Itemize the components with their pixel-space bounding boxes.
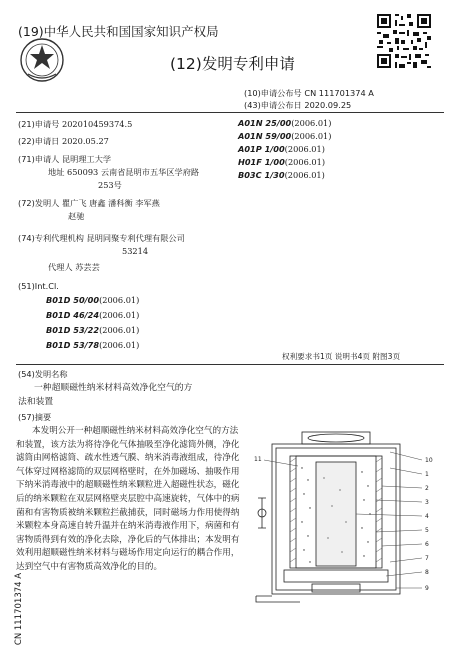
figure-label-10: 10 — [425, 457, 433, 464]
figure-label-5: 5 — [425, 527, 429, 534]
ipc-left-2: B01D 46/24(2006.01) — [46, 310, 140, 320]
figure-label-4: 4 — [425, 513, 429, 520]
header-rule — [16, 112, 444, 113]
figure-label-9: 9 — [425, 585, 429, 592]
ipc-right-5: B03C 1/30(2006.01) — [238, 170, 325, 180]
apparatus-figure — [250, 428, 445, 606]
inventors: (72)发明人 瞿广飞 唐鑫 潘科衡 李军燕 — [18, 198, 160, 208]
figure-label-2: 2 — [425, 485, 429, 492]
ipc-right-4: H01F 1/00(2006.01) — [238, 157, 326, 167]
side-publication-number: CN 111701374 A — [14, 572, 24, 646]
ipc-left-1: B01D 50/00(2006.01) — [46, 295, 140, 305]
int-cl-label: (51)Int.Cl. — [18, 281, 59, 291]
abstract-text: 本发明公开一种超顺磁性纳米材料高效净化空气的方法和装置，该方法为将待净化气体抽吸至净化滤筒外侧，净化滤筒由网格滤筒、疏水性透气膜、纳米消毒液组成，待净化气体穿过网格滤筒的双层网格壁时，在外加磁场、抽吸作用下纳米消毒液中的超顺磁性纳米颗粒进入超磁性状态，磁化后的纳米颗粒在双层网格壁夹层腔中高速旋转，气体中的病菌和有害物质被纳米颗粒拦截捕获，同时磁场力作用使得纳米颗粒本身高速自转升温并在纳米消毒液作用下，病菌和有害物质得到有效的净化去除，净化后的气体排出；本发明有效利用超顺磁性纳米材料与磁场作用定向运行的耦合作用，达到空气中有害物质高效净化的目的。 — [16, 426, 240, 572]
cnipa-emblem-icon — [18, 36, 66, 84]
application-number: (21)申请号 202010459374.5 — [18, 119, 133, 129]
ipc-right-2: A01N 59/00(2006.01) — [238, 131, 332, 141]
figure-label-6: 6 — [425, 541, 429, 548]
biblio-rule — [16, 364, 444, 365]
pages-info: 权利要求书1页 说明书4页 附图3页 — [282, 352, 401, 361]
document-type: (12)发明专利申请 — [170, 55, 295, 73]
address-line2: 253号 — [98, 180, 122, 190]
agent: 代理人 苏芸芸 — [48, 262, 100, 272]
invention-title-line2: 法和装置 — [18, 397, 54, 407]
figure-label-8: 8 — [425, 569, 429, 576]
patent-agency-code: 53214 — [122, 246, 149, 256]
invention-title: 一种超顺磁性纳米材料高效净化空气的方 — [34, 383, 193, 393]
ipc-left-3: B01D 53/22(2006.01) — [46, 325, 140, 335]
ipc-right-1: A01N 25/00(2006.01) — [238, 118, 332, 128]
application-date: (22)申请日 2020.05.27 — [18, 136, 109, 146]
inventors-line2: 赵驰 — [68, 211, 85, 221]
title-label: (54)发明名称 — [18, 369, 68, 379]
publication-number: (10)申请公布号 CN 111701374 A — [244, 88, 374, 98]
ipc-right-3: A01P 1/00(2006.01) — [238, 144, 325, 154]
figure-label-3: 3 — [425, 499, 429, 506]
figure-label-7: 7 — [425, 555, 429, 562]
abstract-label: (57)摘要 — [18, 412, 52, 422]
figure-label-1: 1 — [425, 471, 429, 478]
publication-date: (43)申请公布日 2020.09.25 — [244, 100, 352, 110]
ipc-left-4: B01D 53/78(2006.01) — [46, 340, 140, 350]
address: 地址 650093 云南省昆明市五华区学府路 — [48, 167, 200, 177]
country-line: (19)中华人民共和国国家知识产权局 — [18, 24, 219, 39]
qr-code-icon — [375, 12, 433, 70]
applicant: (71)申请人 昆明理工大学 — [18, 154, 112, 164]
figure-label-11: 11 — [254, 456, 262, 463]
patent-agency: (74)专利代理机构 昆明同聚专利代理有限公司 — [18, 233, 185, 243]
